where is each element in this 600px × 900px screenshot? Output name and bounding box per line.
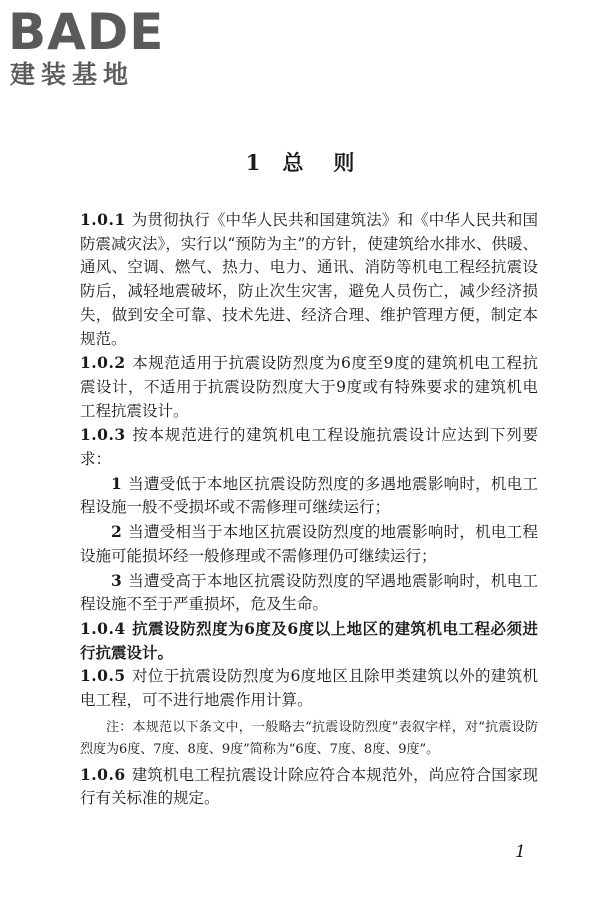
clause-1-0-2	[80, 351, 538, 423]
clause-number: 1.0.4	[80, 618, 126, 638]
document-body	[80, 208, 538, 811]
clause-note: 注：本规范以下条文中，一般略去“抗震设防烈度”表叙字样，对“抗震设防烈度为6度、7度、8度、9度”简称为“6度、7度、8度、9度”。	[80, 719, 538, 757]
chapter-title	[0, 148, 600, 178]
clause-text: 为贯彻执行《中华人民共和国建筑法》和《中华人民共和国防震减灾法》，实行以“预防为主”的方针，使建筑给水排水、供暖、通风、空调、燃气、热力、电力、通讯、消防等机电工程经抗震设防后，减轻地震破坏，防止次生灾害，避免人员伤亡，减少经济损失，做到安全可靠、技术先进、经济合理、维护管理方便，制定本规范。	[80, 211, 538, 348]
clause-number: 1.0.1	[80, 210, 126, 229]
clause-number: 1.0.3	[80, 425, 126, 445]
clause-1-0-6	[80, 763, 538, 811]
chapter-number: 1	[245, 150, 261, 175]
clause-text: 对位于抗震设防烈度为6度地区且除甲类建筑以外的建筑机电工程，可不进行地震作用计算。	[80, 667, 538, 710]
clause-text: 按本规范进行的建筑机电工程设施抗震设计应达到下列要求：	[80, 426, 538, 469]
item-number: 3	[111, 570, 122, 590]
page-number: 1	[515, 842, 526, 862]
item-number: 2	[111, 522, 122, 542]
clause-1-0-3-item-3	[80, 569, 538, 617]
item-text: 当遭受高于本地区抗震设防烈度的罕遇地震影响时，机电工程设施不至于严重损坏，危及生命。	[80, 571, 538, 614]
clause-1-0-1	[80, 208, 538, 351]
clause-1-0-4	[80, 617, 538, 664]
clause-1-0-3	[80, 423, 538, 471]
clause-number: 1.0.6	[80, 764, 126, 784]
clause-number: 1.0.5	[80, 666, 126, 686]
item-text: 当遭受相当于本地区抗震设防烈度的地震影响时，机电工程设施可能损坏经一般修理或不需修理仍可继续运行；	[80, 523, 538, 565]
watermark-latin-text: BADE	[8, 3, 165, 61]
item-text: 当遭受低于本地区抗震设防烈度的多遇地震影响时，机电工程设施一般不受损坏或不需修理可继续运行；	[80, 474, 538, 517]
chapter-title-char-1: 总	[282, 150, 304, 175]
clause-text: 本规范适用于抗震设防烈度为6度至9度的建筑机电工程抗震设计，不适用于抗震设防烈度大于9度或有特殊要求的建筑机电工程抗震设计。	[80, 354, 538, 420]
clause-number: 1.0.2	[80, 353, 126, 373]
clause-text: 抗震设防烈度为6度及6度以上地区的建筑机电工程必须进行抗震设计。	[80, 618, 538, 662]
bade-watermark-logo	[8, 4, 188, 94]
item-number: 1	[111, 473, 122, 493]
clause-1-0-3-item-2	[80, 520, 538, 568]
chapter-title-char-2: 则	[333, 150, 355, 175]
clause-1-0-3-item-1	[80, 472, 538, 520]
watermark-chinese-text: 建装基地	[10, 60, 135, 89]
clause-1-0-5	[80, 664, 538, 712]
clause-text: 建筑机电工程抗震设计除应符合本规范外，尚应符合国家现行有关标准的规定。	[80, 765, 538, 808]
